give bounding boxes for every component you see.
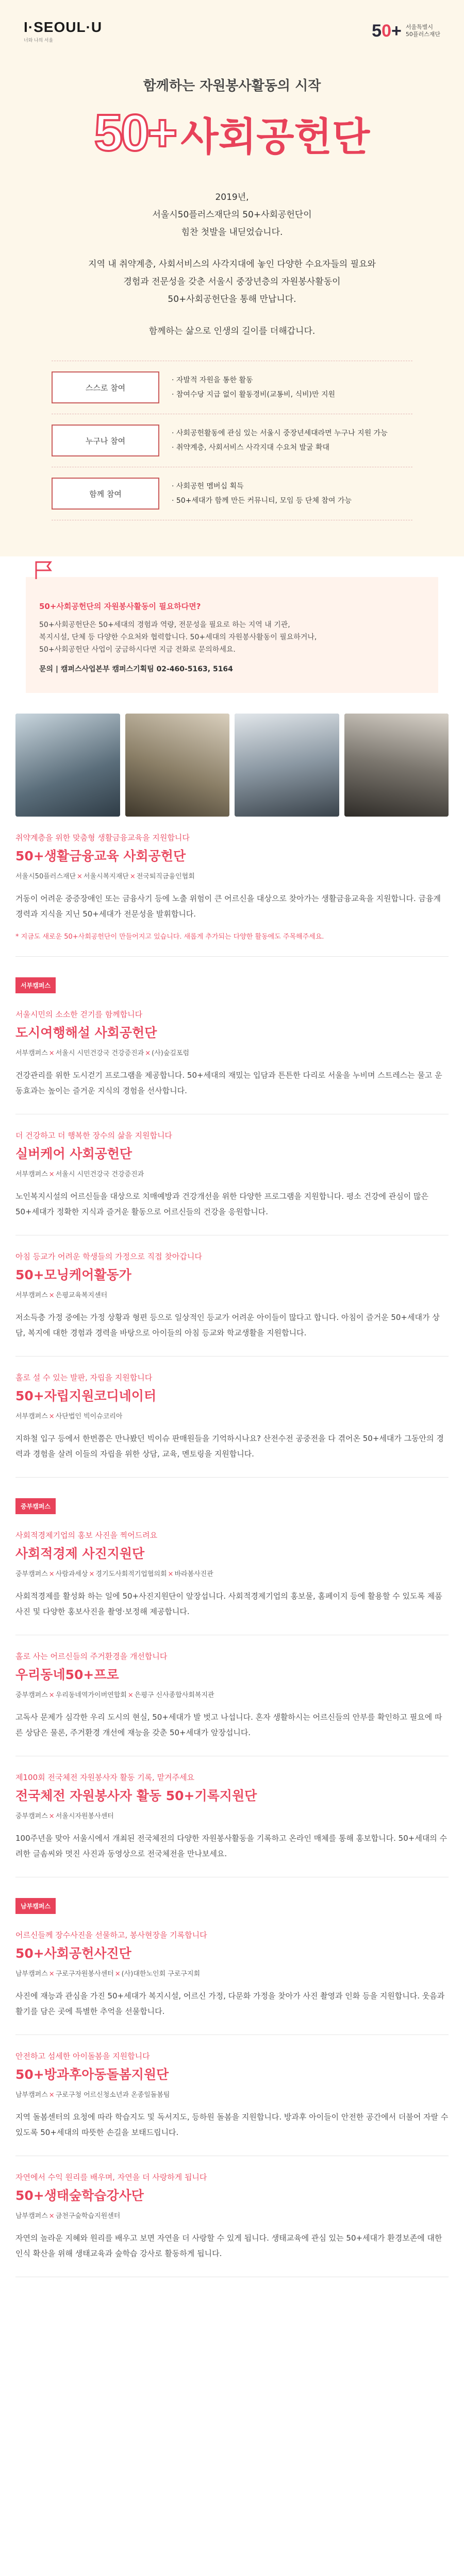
intro-line: 경험과 전문성을 갖춘 서울시 중장년층의 자원봉사활동이	[123, 277, 341, 287]
program-partners	[15, 1411, 449, 1420]
partner-separator: ×	[77, 873, 82, 880]
role-line: · 참여수당 지급 없이 활동경비(교통비, 식비)만 지원	[172, 391, 336, 399]
activity-photo[interactable]	[344, 714, 449, 817]
partner-separator: ×	[48, 1570, 55, 1578]
partner-name: 남부캠퍼스	[15, 2091, 48, 2099]
program-description: 노인복지시설의 어르신들을 대상으로 치매예방과 건강개선을 위한 다양한 프로그램을 지원합니다. 평소 건강에 관심이 많은 50+세대가 정확한 지식과 즐거운 활동으로 어르신들의 건강을 응원합니다.	[15, 1192, 428, 1216]
partner-name: 은평교육복지센터	[55, 1292, 108, 1299]
partner-separator: ×	[48, 2212, 55, 2220]
program-partners	[15, 1810, 449, 1820]
role-line: · 50+세대가 함께 만든 커뮤니티, 모임 등 단체 참여 가능	[172, 497, 352, 505]
partner-name: 서울시50플러스재단	[15, 873, 76, 880]
partner-name: 서부캠퍼스	[15, 1413, 48, 1420]
partner-name: 서울시복지재단	[83, 873, 129, 880]
partner-name: 서울시자원봉사센터	[55, 1812, 114, 1820]
partner-name: 중부캠퍼스	[15, 1691, 48, 1699]
partner-separator: ×	[145, 1049, 151, 1057]
program-kicker: 사회적경제기업의 홍보 사진을 찍어드려요	[15, 1531, 158, 1540]
partner-name: 중부캠퍼스	[15, 1812, 48, 1820]
seoul-logo[interactable]	[24, 19, 102, 43]
partner-separator: ×	[48, 1691, 55, 1699]
partner-separator: ×	[89, 1570, 95, 1578]
partner-name: 서부캠퍼스	[15, 1171, 48, 1178]
partner-name: 구로구자원봉사센터	[55, 1970, 114, 1978]
program-card	[15, 2156, 449, 2277]
partner-name: 우리동네역가이버연합회	[55, 1691, 127, 1699]
program-title: 도시여행해설 사회공헌단	[15, 1025, 157, 1040]
partner-name: 서부캠퍼스	[15, 1292, 48, 1299]
program-title: 50+사회공헌사진단	[15, 1946, 131, 1961]
program-card	[15, 1357, 449, 1478]
foundation-org-line2: 50플러스재단	[405, 31, 440, 38]
program-card	[15, 993, 449, 1114]
program-kicker: 취약계층을 위한 맞춤형 생활금융교육을 지원합니다	[15, 833, 190, 842]
foundation-org-line1: 서울특별시	[405, 24, 433, 30]
program-card	[15, 1235, 449, 1357]
hero-subtitle: 함께하는 자원봉사활동의 시작	[143, 78, 321, 94]
program-kicker: 홀로 사는 어르신들의 주거환경을 개선합니다	[15, 1652, 168, 1661]
program-kicker: 서울시민의 소소한 걷기를 함께합니다	[15, 1010, 143, 1019]
program-title: 우리동네50+프로	[15, 1667, 119, 1682]
partner-name: 중부캠퍼스	[15, 1570, 48, 1578]
campus-region-tag: 서부캠퍼스	[15, 977, 56, 993]
foundation-logo[interactable]	[372, 21, 440, 41]
partner-name: 구로구청 어르신청소년과 온종일돌봄팀	[55, 2091, 170, 2099]
role-desc	[172, 426, 388, 455]
partner-name: 남부캠퍼스	[15, 2212, 48, 2220]
partner-name: 서부캠퍼스	[15, 1049, 48, 1057]
partner-separator: ×	[48, 1292, 55, 1299]
program-partners	[15, 871, 449, 880]
notice-contact[interactable]: 문의 | 캠퍼스사업본부 캠퍼스기획팀 02-460-5163, 5164	[39, 665, 233, 673]
intro-line: 서울시50플러스재단의 50+사회공헌단이	[152, 210, 312, 220]
program-description: 건강관리를 위한 도시걷기 프로그램을 제공합니다. 50+세대의 재밌는 입담과 튼튼한 다리로 서울을 누비며 스트레스는 물고 운동효과는 높이는 즐거운 지식의 경험을 선사합니다.	[15, 1071, 442, 1095]
partner-name: 사람과세상	[55, 1570, 88, 1578]
program-card	[15, 2035, 449, 2156]
seoul-logo-sub: 너와 나의 서울	[24, 37, 54, 43]
partner-separator: ×	[48, 2091, 55, 2099]
program-description: 100주년을 맞아 서울시에서 개최된 전국체전의 다양한 자원봉사활동을 기록하고 온라인 매체를 통해 홍보합니다. 50+세대의 수려한 글솜씨와 멋진 사진과 동영상으로 전국체전을 만나보세요.	[15, 1834, 448, 1858]
program-partners	[15, 1290, 449, 1299]
program-title: 50+모닝케어활동가	[15, 1267, 131, 1282]
hero-title	[0, 104, 464, 163]
hero-section	[0, 0, 464, 556]
program-card	[15, 1756, 449, 1877]
program-description: 지역 돌봄센터의 요청에 따라 학습지도 및 독서지도, 등하원 돌봄을 지원합니다. 방과후 아이들이 안전한 공간에서 더불어 자랄 수 있도록 50+세대의 따뜻한 손길을 보태드립니다.	[15, 2112, 449, 2137]
program-description: 자연의 놀라운 지혜와 원리를 배우고 보면 자연을 더 사랑할 수 있게 됩니다. 생태교육에 관심 있는 50+세대가 환경보존에 대한 인식 확산을 위해 생태교육과 숲학습 강사로 활동하게 됩니다.	[15, 2233, 442, 2258]
program-partners	[15, 1047, 449, 1057]
program-card	[15, 817, 449, 957]
intro-body	[0, 256, 464, 308]
program-card	[15, 1914, 449, 2035]
campus-region-tag: 중부캠퍼스	[15, 1498, 56, 1514]
program-description: 거동이 어려운 중증장애인 또는 금융사기 등에 노출 위험이 큰 어르신을 대상으로 찾아가는 생활금융교육을 지원합니다. 금융계 경력과 지식을 지닌 50+세대가 전문성을 발휘합니다.	[15, 894, 441, 919]
partner-separator: ×	[48, 1413, 55, 1420]
program-title: 50+생태숲학습강사단	[15, 2188, 144, 2203]
role-desc	[172, 373, 335, 402]
role-row	[52, 361, 412, 414]
intro-line: 지역 내 취약계층, 사회서비스의 사각지대에 놓인 다양한 수요자들의 필요와	[88, 259, 376, 269]
program-partners	[15, 1568, 449, 1578]
partner-name: (사)숲길포럼	[152, 1049, 190, 1057]
notice-box	[26, 577, 438, 693]
intro-line: 50+사회공헌단을 통해 만납니다.	[168, 294, 296, 304]
role-tag: 스스로 참여	[52, 371, 159, 403]
program-title: 50+자립지원코디네이터	[15, 1388, 157, 1403]
program-description: 저소득층 가정 중에는 가정 상황과 형편 등으로 일상적인 등교가 어려운 아이들이 많다고 합니다. 아침이 즐거운 50+세대가 상담, 복지에 대한 경험과 경력을 바탕으로 아이들의 아침 등교와 학교생활을 지원합니다.	[15, 1313, 440, 1337]
role-line: · 자발적 자원을 통한 활동	[172, 376, 253, 384]
program-kicker: 안전하고 섬세한 아이돌봄을 지원합니다	[15, 2052, 150, 2061]
program-kicker: 홀로 설 수 있는 발판, 자립을 지원합니다	[15, 1373, 153, 1382]
campus-region-tag: 남부캠퍼스	[15, 1898, 56, 1914]
role-row	[52, 414, 412, 467]
program-partners	[15, 2210, 449, 2220]
program-title: 50+방과후아동돌봄지원단	[15, 2067, 169, 2082]
intro-text	[0, 189, 464, 340]
activity-photo[interactable]	[15, 714, 120, 817]
partner-name: 바라봄사진관	[174, 1570, 213, 1578]
intro-line: 힘찬 첫발을 내딛었습니다.	[181, 227, 283, 238]
hero-title-text: 사회공헌단	[180, 114, 370, 160]
program-partners	[15, 1968, 449, 1978]
activity-photo[interactable]	[125, 714, 230, 817]
participation-roles	[52, 361, 412, 520]
program-card	[15, 1514, 449, 1635]
role-tag: 함께 참여	[52, 478, 159, 510]
notice-line: 50+사회공헌단 사업이 궁금하시다면 지금 전화로 문의하세요.	[39, 646, 236, 654]
role-row	[52, 467, 412, 520]
partner-separator: ×	[168, 1570, 174, 1578]
program-kicker: 자연에서 수익 원리를 배우며, 자연을 더 사랑하게 됩니다	[15, 2173, 207, 2182]
role-desc	[172, 479, 352, 508]
intro-line: 함께하는 삶으로 인생의 길이를 더해갑니다.	[148, 326, 316, 336]
program-description: 고독사 문제가 심각한 우리 도시의 현실, 50+세대가 발 벗고 나섭니다. 혼자 생활하시는 어르신들의 안부를 확인하고 필요에 따른 상담은 물론, 주거환경 개선에 재능을 갖춘 50+세대가 앞장섭니다.	[15, 1713, 442, 1737]
program-partners	[15, 1168, 449, 1178]
partner-separator: ×	[127, 1691, 134, 1699]
flag-icon	[33, 560, 54, 580]
program-title: 실버케어 사회공헌단	[15, 1146, 132, 1161]
program-description: 사회적경제를 활성화 하는 일에 50+사진지원단이 앞장섭니다. 사회적경제기업의 홍보물, 홈페이지 등에 활용할 수 있도록 제품사진 및 다양한 홍보사진을 촬영·보정해 제공합니다.	[15, 1591, 442, 1616]
program-title: 전국체전 자원봉사자 활동 50+기록지원단	[15, 1788, 257, 1803]
partner-name: 서울시 시민건강국 건강증진과	[55, 1049, 144, 1057]
partner-name: 전국퇴직금융인협회	[136, 873, 195, 880]
program-title: 사회적경제 사진지원단	[15, 1546, 145, 1561]
hero-title-number: 50+	[94, 104, 176, 162]
photo-strip	[0, 693, 464, 817]
program-kicker: 더 건강하고 더 행복한 장수의 삶을 지원합니다	[15, 1131, 172, 1140]
program-card	[15, 1114, 449, 1235]
program-kicker: 어르신들께 장수사진을 선물하고, 봉사현장을 기록합니다	[15, 1930, 207, 1940]
program-sections	[0, 817, 464, 2277]
role-line: · 사회공헌 멤버십 획득	[172, 482, 244, 490]
program-card	[15, 1635, 449, 1756]
partner-name: 서울시 시민건강국 건강증진과	[55, 1171, 144, 1178]
partner-separator: ×	[129, 873, 136, 880]
seoul-logo-text: I·SEOUL·U	[24, 19, 103, 35]
partner-name: 사단법인 빅이슈코리아	[55, 1413, 123, 1420]
role-line: · 취약계층, 사회서비스 사각지대 수요처 발굴 확대	[172, 444, 330, 452]
program-partners	[15, 1689, 449, 1699]
role-tag: 누구나 참여	[52, 425, 159, 456]
program-description: 사진에 재능과 관심을 가진 50+세대가 복지시설, 어르신 가정, 다문화 가정을 찾아가 사진 촬영과 인화 등을 지원합니다. 웃음과 활기를 담은 곳에 특별한 추억을 선물합니다.	[15, 1991, 445, 2016]
partner-separator: ×	[48, 1970, 55, 1978]
intro-year	[0, 189, 464, 241]
program-description: 지하철 입구 등에서 한번쯤은 만나봤던 빅이슈 판매원들을 기억하시나요? 산전수전 공중전을 다 겪어온 50+세대가 그동안의 경력과 경험을 살려 이들의 자립을 위한 상담, 교육, 멘토링을 지원합니다.	[15, 1434, 444, 1459]
partner-separator: ×	[48, 1049, 55, 1057]
program-partners	[15, 2089, 449, 2099]
partner-name: 금천구숲학습지원센터	[55, 2212, 121, 2220]
activity-photo[interactable]	[235, 714, 339, 817]
program-kicker: 아침 등교가 어려운 학생들의 가정으로 직접 찾아갑니다	[15, 1252, 202, 1261]
notice-body	[39, 619, 425, 656]
program-kicker: 제100회 전국체전 자원봉사자 활동 기록, 맡겨주세요	[15, 1773, 195, 1782]
partner-name: (사)대한노인회 구로구지회	[121, 1970, 201, 1978]
partner-name: 은평구 신사종합사회복지관	[134, 1691, 214, 1699]
partner-separator: ×	[48, 1171, 55, 1178]
partner-name: 남부캠퍼스	[15, 1970, 48, 1978]
notice-heading: 50+사회공헌단의 자원봉사활동이 필요하다면?	[39, 602, 201, 611]
foundation-logo-mark: 50+	[372, 21, 402, 41]
top-bar	[0, 0, 464, 46]
notice-line: 50+사회공헌단은 50+세대의 경험과 역량, 전문성을 필요로 하는 지역 내 기관,	[39, 621, 290, 629]
intro-closing	[0, 323, 464, 340]
partner-name: 경기도사회적기업협의회	[95, 1570, 167, 1578]
intro-line: 2019년,	[215, 192, 249, 202]
partner-separator: ×	[114, 1970, 121, 1978]
partner-separator: ×	[48, 1812, 55, 1820]
program-title: 50+생활금융교육 사회공헌단	[15, 849, 186, 863]
notice-line: 복지시설, 단체 등 다양한 수요처와 협력합니다. 50+세대의 자원봉사활동이 필요하거나,	[39, 633, 317, 641]
role-line: · 사회공헌활동에 관심 있는 서울시 중장년세대라면 누구나 지원 가능	[172, 429, 388, 437]
foundation-logo-org	[406, 24, 440, 38]
program-note: * 지금도 새로운 50+사회공헌단이 만들어지고 있습니다. 새롭게 추가되는 다양한 활동에도 주목해주세요.	[15, 933, 324, 941]
